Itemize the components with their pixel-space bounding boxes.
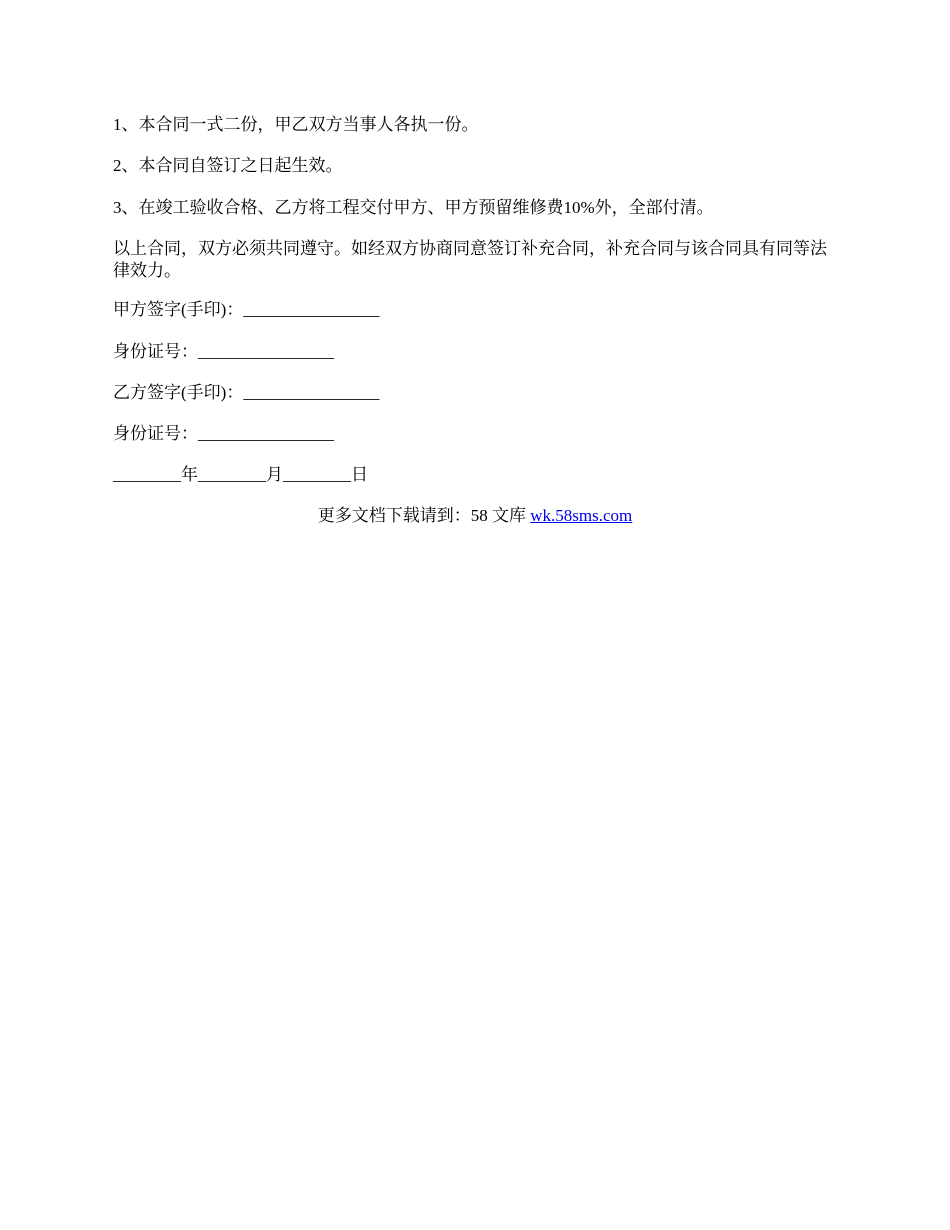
- party-b-signature-line: 乙方签字(手印)：________________: [113, 383, 380, 402]
- clause-1: 1、本合同一式二份，甲乙双方当事人各执一份。: [113, 115, 479, 134]
- clause-3: 3、在竣工验收合格、乙方将工程交付甲方、甲方预留维修费10%外，全部付清。: [113, 198, 714, 217]
- date-line: ________年________月________日: [113, 465, 368, 484]
- footer-text: 更多文档下载请到：58 文库: [317, 506, 531, 525]
- closing-paragraph: 以上合同，双方必须共同遵守。如经双方协商同意签订补充合同，补充合同与该合同具有同等法律效力。: [113, 239, 827, 280]
- party-a-signature-line: 甲方签字(手印)：________________: [113, 300, 380, 319]
- footer: [0, 505, 950, 527]
- footer-link[interactable]: wk.58sms.com: [530, 506, 633, 525]
- clause-2: 2、本合同自签订之日起生效。: [113, 156, 343, 175]
- party-a-id-line: 身份证号：________________: [113, 342, 334, 361]
- party-b-id-line: 身份证号：________________: [113, 424, 334, 443]
